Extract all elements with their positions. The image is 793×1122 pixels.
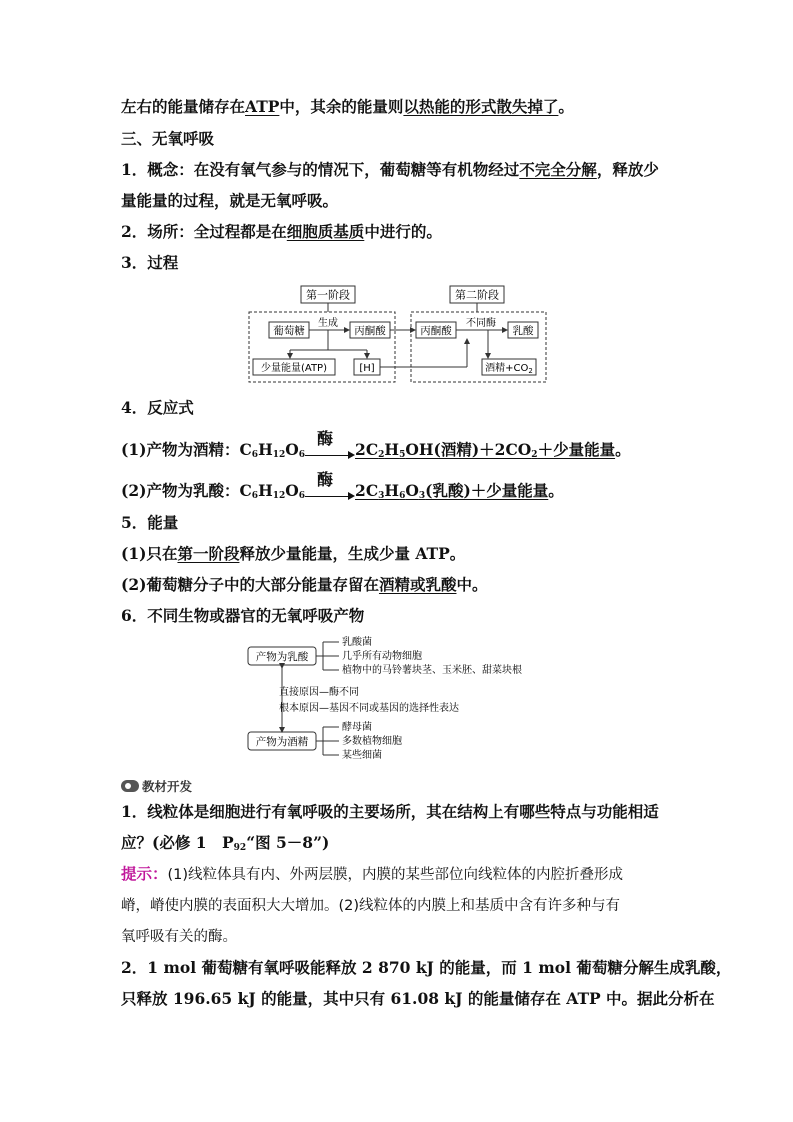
products-diagram <box>245 633 565 765</box>
answer-incomplete-decomposition: 不完全分解 <box>519 160 597 179</box>
subscript: 12 <box>272 450 286 460</box>
hint-line3 <box>121 926 237 947</box>
direct-cause-label: 直接原因—酶不同 <box>279 687 359 698</box>
ethanol-organism-2: 多数植物细胞 <box>342 736 402 747</box>
hint-line1 <box>121 864 623 885</box>
ethanol-product-box: 产物为酒精 <box>255 736 309 748</box>
subscript: 6 <box>298 450 306 460</box>
text: ，释放少 <box>596 160 659 179</box>
enzyme-label: 酶 <box>317 429 334 448</box>
pyruvate-box-2: 丙酮酸 <box>420 325 452 337</box>
text: (1)产物为酒精：C <box>121 440 252 459</box>
subscript: 6 <box>251 450 259 460</box>
text: 1．概念：在没有氧气参与的情况下，葡萄糖等有机物经过 <box>121 160 520 179</box>
text: 左右的能量储存在 <box>121 97 246 116</box>
text: 。 <box>548 481 564 500</box>
text: 2C <box>355 481 379 500</box>
concept-line-1 <box>121 160 659 180</box>
answer-ethanol-or-lactic: 酒精或乳酸 <box>378 575 457 594</box>
text: 2C <box>355 440 379 459</box>
answer-first-stage: 第一阶段 <box>177 544 240 563</box>
text: 。 <box>558 97 574 116</box>
subscript: 2 <box>378 450 385 460</box>
subscript: 3 <box>378 491 385 501</box>
process-heading: 3．过程 <box>121 253 179 272</box>
text: H <box>258 440 273 459</box>
hint-text: 嵴，嵴使内膜的表面积大大增加。(2)线粒体的内膜上和基质中含有许多种与有 <box>121 898 621 914</box>
ethanol-organism-3: 某些细菌 <box>342 750 382 761</box>
answer-lactic-products <box>355 481 548 500</box>
text: H <box>258 481 273 500</box>
concept-line-2: 量能量的过程，就是无氧呼吸。 <box>121 191 339 210</box>
text: O <box>285 481 299 500</box>
stage1-label: 第一阶段 <box>306 288 350 302</box>
energy-point-1 <box>121 544 465 564</box>
text: H <box>384 481 400 500</box>
text: “图 5－8”) <box>246 833 330 852</box>
answer-heat: 以热能的形式散失掉了 <box>403 97 559 116</box>
text: 2．场所：全过程都是在 <box>121 222 287 241</box>
lactic-organism-1: 乳酸菌 <box>342 637 372 648</box>
enzyme-arrow <box>305 429 355 465</box>
diff-enzyme-label: 不同酶 <box>466 318 496 329</box>
text: (2)葡萄糖分子中的大部分能量存留在 <box>121 575 379 594</box>
energy-box: 少量能量(ATP) <box>260 363 328 374</box>
hint-text: (1)线粒体具有内、外两层膜，内膜的某些部位向线粒体的内腔折叠形成 <box>167 867 624 883</box>
hint-text: 氧呼吸有关的酶。 <box>121 929 237 945</box>
equation-lactic <box>121 470 564 506</box>
text: (2)产物为乳酸：C <box>121 481 252 500</box>
text: O <box>285 440 299 459</box>
text: OH(酒精)＋2CO <box>405 440 532 459</box>
subscript: 12 <box>272 491 286 501</box>
textbook-development-tag <box>121 777 192 795</box>
question1-line2 <box>121 833 329 858</box>
text: O <box>405 481 419 500</box>
tag-label: 教材开发 <box>142 779 193 794</box>
text: 中，其余的能量则 <box>279 97 404 116</box>
eye-icon <box>121 780 139 792</box>
hint-line2 <box>121 895 620 916</box>
enzyme-label: 酶 <box>317 470 334 489</box>
text-line-continuation <box>121 97 574 117</box>
question1-line1: 1．线粒体是细胞进行有氧呼吸的主要场所，其在结构上有哪些特点与功能相适 <box>121 802 659 821</box>
ethanol-co2-box: 酒精$+CO_2$ <box>485 363 533 375</box>
subscript: 92 <box>233 843 247 853</box>
subscript: 6 <box>298 491 306 501</box>
subscript: 2 <box>531 450 538 460</box>
question2-line2: 只释放 196.65 kJ 的能量，其中只有 61.08 kJ 的能量储存在 ATP 中。据此分析在 <box>121 989 715 1008</box>
equation-heading: 4．反应式 <box>121 398 194 417</box>
text: 释放少量能量，生成少量 ATP。 <box>239 544 466 563</box>
glucose-box: 葡萄糖 <box>273 325 305 337</box>
products-heading: 6．不同生物或器官的无氧呼吸产物 <box>121 606 365 625</box>
h-box: [H] <box>359 363 375 374</box>
pyruvate-box-1: 丙酮酸 <box>354 325 386 337</box>
section-heading: 三、无氧呼吸 <box>121 129 215 148</box>
lactic-organism-2: 几乎所有动物细胞 <box>342 651 422 662</box>
lactic-product-box: 产物为乳酸 <box>255 651 309 663</box>
answer-ethanol-products <box>355 440 615 459</box>
question2-line1: 2．1 mol 葡萄糖有氧呼吸能释放 2 870 kJ 的能量，而 1 mol 葡萄糖分解生成乳酸， <box>121 958 732 977</box>
hint-label: 提示： <box>121 864 168 883</box>
text: H <box>384 440 400 459</box>
location-line <box>121 222 442 242</box>
text: (乳酸)＋少量能量 <box>425 481 549 500</box>
process-diagram <box>245 282 550 386</box>
root-cause-label: 根本原因—基因不同或基因的选择性表达 <box>279 703 459 714</box>
text: 中。 <box>456 575 488 594</box>
subscript: 6 <box>399 491 406 501</box>
subscript: 3 <box>418 491 426 501</box>
enzyme-arrow <box>305 470 355 506</box>
generate-label: 生成 <box>318 318 338 329</box>
ethanol-organism-1: 酵母菌 <box>342 722 372 733</box>
equation-ethanol <box>121 429 631 465</box>
answer-atp: ATP <box>245 97 280 116</box>
text: (1)只在 <box>121 544 178 563</box>
text: ＋少量能量 <box>537 440 616 459</box>
subscript: 6 <box>251 491 259 501</box>
lactic-box: 乳酸 <box>512 325 534 337</box>
text: 中进行的。 <box>364 222 442 241</box>
text: 。 <box>615 440 631 459</box>
energy-point-2 <box>121 575 488 595</box>
lactic-organism-3: 植物中的马铃薯块茎、玉米胚、甜菜块根 <box>342 665 522 676</box>
energy-heading: 5．能量 <box>121 513 179 532</box>
stage2-label: 第二阶段 <box>455 288 499 302</box>
text: 应？(必修 1 P <box>121 833 234 852</box>
answer-cytoplasm-matrix: 细胞质基质 <box>286 222 365 241</box>
subscript: 5 <box>399 450 406 460</box>
